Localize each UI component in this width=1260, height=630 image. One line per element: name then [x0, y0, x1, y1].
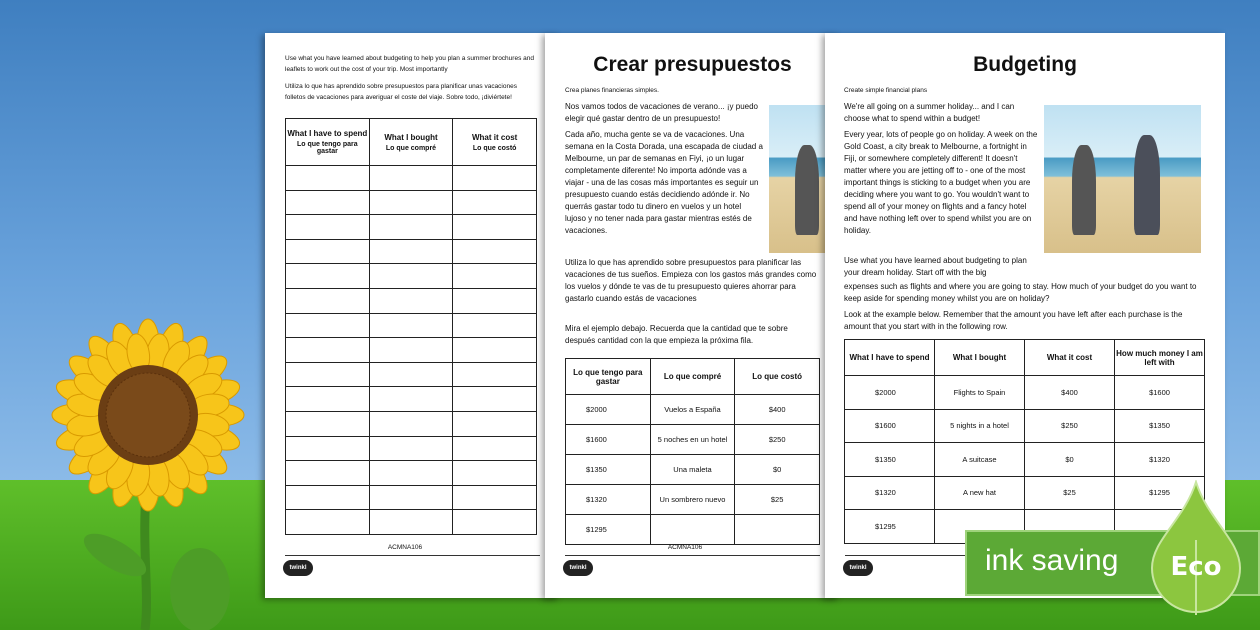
- blank-row: [286, 387, 537, 412]
- blank-cell: [369, 485, 453, 510]
- paragraph-2: Every year, lots of people go on holiday. A week on the Gold Coast, a city break to Melbourne, a fortnight in Fiji, or somewhere completely different! It doesn't matter where you are jetting off to - one of the most important things is sticking to a budget when you are deciding where you want to go. You wouldn't want to spend all of your money on flights and a fancy hotel and have nothing left over to spend whilst you are on holiday.: [844, 130, 1038, 235]
- col-header: Lo que compré: [650, 359, 735, 395]
- table-cell: $1320: [566, 485, 651, 515]
- paragraph-4: Look at the example below. Remember that the amount you have left after each purchase is the amount that you start with in the following row.: [844, 310, 1183, 331]
- blank-cell: [286, 338, 370, 363]
- curriculum-code: ACMNA106: [387, 544, 423, 551]
- table-cell: $25: [1025, 476, 1115, 510]
- paragraph-2: Cada año, mucha gente se va de vacaciones. Una semana en la Costa Dorada, una escapada de ciudad a Melbourne, un par de semanas en Fiyi, ¡o un lugar completamente diferente! No importa adónde vas a viajar - una de las cosas más importantes es seguir un presupuesto cuando estás decidiendo adónde ir. No querrás gastar todo tu dinero en vuelos y un hotel lujoso y no tener nada para gastar mientras estés de vacaciones.: [565, 130, 763, 235]
- blank-cell: [453, 313, 537, 338]
- table-row: [566, 455, 820, 485]
- table-row: [845, 443, 1205, 477]
- table-cell: $250: [1025, 409, 1115, 443]
- blank-row: [286, 485, 537, 510]
- blank-cell: [453, 166, 537, 191]
- paragraph-4: Mira el ejemplo debajo. Recuerda que la cantidad que te sobre después cantidad con la que empieza la próxima fila.: [565, 324, 788, 345]
- blank-row: [286, 461, 537, 486]
- paragraph-3b: expenses such as flights and where you are going to stay. How much of your budget do you want to keep aside for spending money whilst you are on holiday?: [844, 282, 1197, 303]
- col-header-es: Lo que costó: [472, 144, 517, 152]
- table-row: [566, 425, 820, 455]
- col-header-es: Lo que compré: [385, 144, 437, 152]
- blank-cell: [369, 411, 453, 436]
- example-budget-table: [565, 358, 820, 545]
- table-cell: A suitcase: [935, 443, 1025, 477]
- eco-label: Eco: [1170, 552, 1222, 582]
- blank-cell: [286, 461, 370, 486]
- blank-cell: [369, 387, 453, 412]
- table-cell: [735, 515, 820, 545]
- table-row: [566, 485, 820, 515]
- blank-cell: [453, 215, 537, 240]
- blank-cell: [369, 264, 453, 289]
- ink-saving-label: ink saving: [985, 544, 1119, 577]
- col-header: What it cost: [471, 132, 518, 142]
- blank-row: [286, 166, 537, 191]
- table-cell: Un sombrero nuevo: [650, 485, 735, 515]
- blank-cell: [369, 338, 453, 363]
- eco-leaf-drop-icon: [1148, 480, 1244, 615]
- paragraph-3a: Use what you have learned about budgeting to plan your dream holiday. Start off with the big: [844, 256, 1027, 277]
- table-cell: $1600: [845, 409, 935, 443]
- table-cell: $250: [735, 425, 820, 455]
- table-cell: $1600: [1115, 376, 1205, 410]
- blank-cell: [369, 461, 453, 486]
- blank-row: [286, 338, 537, 363]
- blank-cell: [453, 387, 537, 412]
- intro-english: Use what you have learned about budgeting to help you plan a summer brochures and leaflets to work out the cost of your trip. Most importantly: [285, 55, 534, 73]
- footer-divider: [565, 555, 820, 556]
- sunflower-illustration: [20, 290, 270, 630]
- table-cell: $400: [1025, 376, 1115, 410]
- blank-cell: [286, 313, 370, 338]
- blank-cell: [453, 264, 537, 289]
- blank-row: [286, 215, 537, 240]
- blank-row: [286, 411, 537, 436]
- paragraph-1: We're all going on a summer holiday... and I can choose what to spend within a budget!: [844, 102, 1015, 123]
- table-cell: $1350: [845, 443, 935, 477]
- blank-cell: [286, 387, 370, 412]
- table-row: [566, 515, 820, 545]
- curriculum-code: ACMNA106: [667, 544, 703, 551]
- table-cell: $0: [1025, 443, 1115, 477]
- paragraph-1: Nos vamos todos de vacaciones de verano... ¡y puedo elegir qué gastar dentro de un presupuesto!: [565, 102, 758, 123]
- blank-row: [286, 288, 537, 313]
- table-cell: $0: [735, 455, 820, 485]
- table-cell: $25: [735, 485, 820, 515]
- table-cell: A new hat: [935, 476, 1025, 510]
- subtitle: Crea planes financieras simples.: [565, 87, 659, 94]
- blank-cell: [369, 190, 453, 215]
- table-cell: $1600: [566, 425, 651, 455]
- twinkl-logo: twinkl: [843, 560, 873, 576]
- col-header: What I bought: [384, 132, 438, 142]
- blank-cell: [453, 362, 537, 387]
- table-cell: Vuelos a España: [650, 395, 735, 425]
- table-cell: [650, 515, 735, 545]
- beach-illustration: [1044, 105, 1201, 253]
- blank-cell: [453, 436, 537, 461]
- twinkl-logo: twinkl: [283, 560, 313, 576]
- col-header: What it cost: [1025, 340, 1115, 376]
- table-cell: $1295: [1115, 476, 1205, 510]
- col-header: Lo que costó: [735, 359, 820, 395]
- footer-divider: [285, 555, 540, 556]
- blank-cell: [369, 215, 453, 240]
- blank-cell: [453, 190, 537, 215]
- blank-row: [286, 313, 537, 338]
- table-cell: Flights to Spain: [935, 376, 1025, 410]
- table-cell: $1295: [845, 510, 935, 544]
- col-header-es: Lo que tengo para gastar: [296, 141, 358, 155]
- worksheet-page-spanish: [545, 33, 840, 598]
- table-cell: $1320: [1115, 443, 1205, 477]
- col-header: What I bought: [935, 340, 1025, 376]
- blank-cell: [286, 264, 370, 289]
- paragraph-3: Utiliza lo que has aprendido sobre presupuestos para planificar las vacaciones de tus sueños. Empieza con los gastos más grandes como los vuelos y dónde te vas de tu presupuesto quieres ahorrar para gastarlo cuando estás de vacaciones: [565, 258, 817, 303]
- blank-cell: [453, 411, 537, 436]
- blank-cell: [453, 288, 537, 313]
- blank-cell: [369, 166, 453, 191]
- table-cell: $2000: [845, 376, 935, 410]
- blank-cell: [453, 461, 537, 486]
- blank-cell: [369, 288, 453, 313]
- blank-cell: [369, 362, 453, 387]
- blank-row: [286, 362, 537, 387]
- blank-cell: [286, 166, 370, 191]
- blank-cell: [453, 338, 537, 363]
- blank-cell: [286, 510, 370, 535]
- blank-cell: [453, 485, 537, 510]
- blank-cell: [286, 436, 370, 461]
- col-header: Lo que tengo para gastar: [566, 359, 651, 395]
- subtitle: Create simple financial plans: [844, 87, 928, 94]
- blank-cell: [286, 239, 370, 264]
- table-cell: $1320: [845, 476, 935, 510]
- twinkl-logo: twinkl: [563, 560, 593, 576]
- blank-row: [286, 436, 537, 461]
- table-cell: $1295: [566, 515, 651, 545]
- blank-cell: [286, 485, 370, 510]
- table-cell: $1350: [1115, 409, 1205, 443]
- blank-cell: [286, 215, 370, 240]
- blank-cell: [369, 510, 453, 535]
- blank-row: [286, 510, 537, 535]
- blank-budget-table: [285, 118, 537, 535]
- table-row: [845, 409, 1205, 443]
- col-header: What I have to spend: [845, 340, 935, 376]
- blank-row: [286, 264, 537, 289]
- table-cell: 5 nights in a hotel: [935, 409, 1025, 443]
- intro-spanish: Utiliza lo que has aprendido sobre presupuestos para planificar unas vacaciones folletos de vacaciones para averiguar el coste del viaje. Sobre todo, ¡diviértete!: [285, 83, 517, 101]
- blank-row: [286, 190, 537, 215]
- worksheet-page-blank: [265, 33, 560, 598]
- table-cell: $2000: [566, 395, 651, 425]
- table-cell: $1350: [566, 455, 651, 485]
- col-header: What I have to spend: [287, 129, 368, 138]
- table-row: [566, 395, 820, 425]
- blank-cell: [286, 411, 370, 436]
- table-row: [845, 376, 1205, 410]
- blank-cell: [286, 288, 370, 313]
- col-header: How much money I am left with: [1115, 340, 1205, 376]
- blank-cell: [286, 362, 370, 387]
- table-cell: Una maleta: [650, 455, 735, 485]
- page-title: Budgeting: [973, 53, 1077, 76]
- blank-cell: [369, 436, 453, 461]
- blank-cell: [369, 239, 453, 264]
- blank-cell: [369, 313, 453, 338]
- page-title: Crear presupuestos: [593, 53, 792, 76]
- blank-cell: [453, 510, 537, 535]
- table-cell: $400: [735, 395, 820, 425]
- blank-cell: [286, 190, 370, 215]
- blank-row: [286, 239, 537, 264]
- blank-cell: [453, 239, 537, 264]
- table-cell: 5 noches en un hotel: [650, 425, 735, 455]
